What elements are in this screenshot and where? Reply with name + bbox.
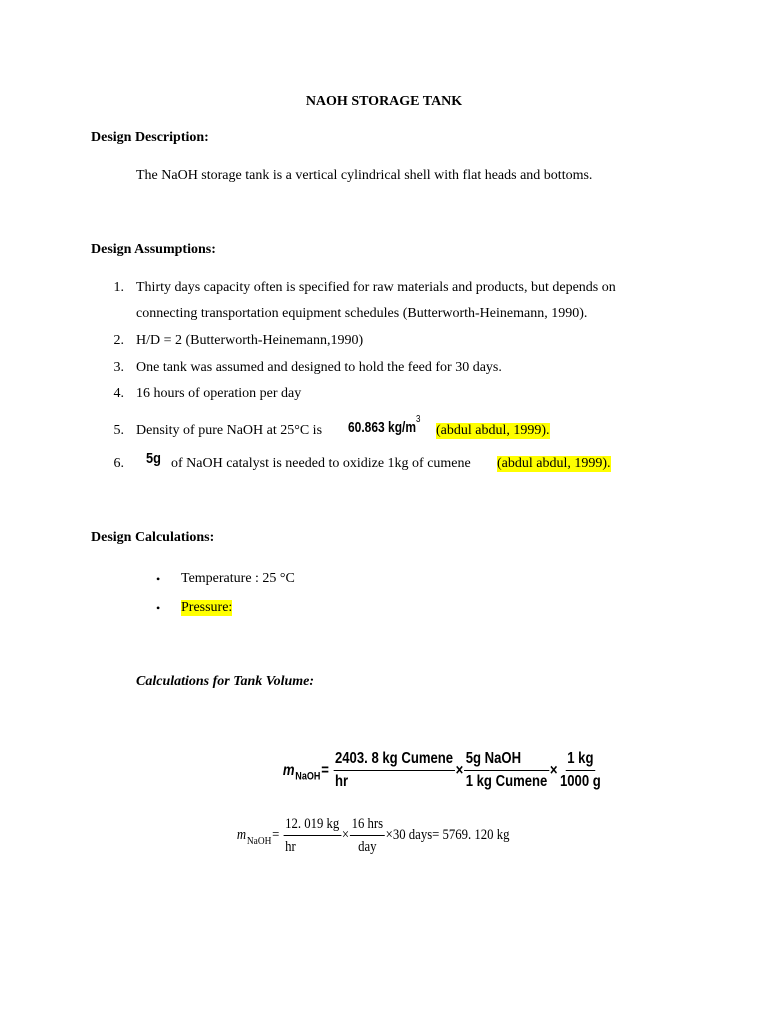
density-exponent: 3 xyxy=(416,414,421,425)
times-sign: × xyxy=(455,761,464,779)
list-item-text: Density of pure NaOH at 25°C is xyxy=(136,423,323,438)
fraction-numerator: 1 kg xyxy=(566,749,596,771)
equation-lhs: m xyxy=(236,827,247,843)
fraction-denominator: day xyxy=(358,839,377,855)
fraction-numerator: 5g NaOH xyxy=(464,749,549,771)
list-item-number: 4. xyxy=(113,386,124,401)
fraction-denominator: 1 kg Cumene xyxy=(465,773,548,790)
list-item-number: 3. xyxy=(113,360,124,375)
equation-result: ×30 days= 5769. 120 kg xyxy=(385,827,510,843)
fraction-catalyst-ratio xyxy=(464,749,549,792)
equation-lhs: m xyxy=(282,761,295,779)
list-item-text: 16 hours of operation per day xyxy=(136,386,302,401)
equation-lhs-subscript: NaOH xyxy=(295,770,321,783)
design-assumptions-heading: Design Assumptions: xyxy=(91,242,216,257)
list-item-number: 6. xyxy=(113,456,124,471)
list-item-text-continued: connecting transportation equipment schedules (Butterworth-Heinemann, 1990). xyxy=(136,306,588,321)
equation-naoh-mass-rate xyxy=(282,749,602,792)
fraction-denominator: hr xyxy=(334,773,349,790)
equals-sign: = xyxy=(321,761,329,779)
equation-lhs-subscript: NaOH xyxy=(246,834,272,847)
fraction-hours-per-day xyxy=(350,814,385,857)
design-description-heading: Design Description: xyxy=(91,130,209,145)
equation-naoh-mass-total xyxy=(236,814,510,857)
bullet-glyph: • xyxy=(156,601,161,615)
citation-highlight: (abdul abdul, 1999). xyxy=(497,456,611,471)
fraction-numerator: 16 hrs xyxy=(350,814,385,836)
fraction-cumene-rate xyxy=(333,749,454,792)
density-value: 60.863 $kg/m^3$ xyxy=(348,414,421,436)
list-item-text: H/D = 2 (Butterworth-Heinemann,1990) xyxy=(136,333,364,348)
citation-highlight: (abdul abdul, 1999). xyxy=(436,423,550,438)
fraction-denominator: hr xyxy=(285,839,296,855)
design-calculations-heading: Design Calculations: xyxy=(91,530,215,545)
bullet-item-highlight: Pressure: xyxy=(181,600,233,615)
catalyst-mass-value: 5g xyxy=(146,450,161,467)
fraction-numerator: 12. 019 kg xyxy=(283,814,341,836)
times-sign: × xyxy=(341,827,350,843)
bullet-glyph: • xyxy=(156,572,161,586)
design-description-text: The NaOH storage tank is a vertical cylindrical shell with flat heads and bottoms. xyxy=(136,168,593,183)
page-title: NAOH STORAGE TANK xyxy=(305,94,463,109)
fraction-numerator: 2403. 8 kg Cumene xyxy=(333,749,454,771)
fraction-unit-conversion xyxy=(558,749,602,792)
fraction-denominator: 1000 g xyxy=(559,773,601,790)
list-item-number: 5. xyxy=(113,423,124,438)
section-heading: Calculations for Tank Volume: xyxy=(136,674,315,689)
bullet-item: Temperature : 25 °C xyxy=(181,571,295,586)
list-item-number: 2. xyxy=(113,333,124,348)
list-item-text: One tank was assumed and designed to hold the feed for 30 days. xyxy=(136,360,502,375)
list-item-number: 1. xyxy=(113,280,124,295)
list-item-text: Thirty days capacity often is specified for raw materials and products, but depends on xyxy=(136,280,616,295)
fraction-naoh-rate xyxy=(283,814,341,857)
times-sign: × xyxy=(549,761,558,779)
equals-sign: = xyxy=(272,827,280,843)
list-item-text: of NaOH catalyst is needed to oxidize 1kg of cumene xyxy=(171,456,471,471)
